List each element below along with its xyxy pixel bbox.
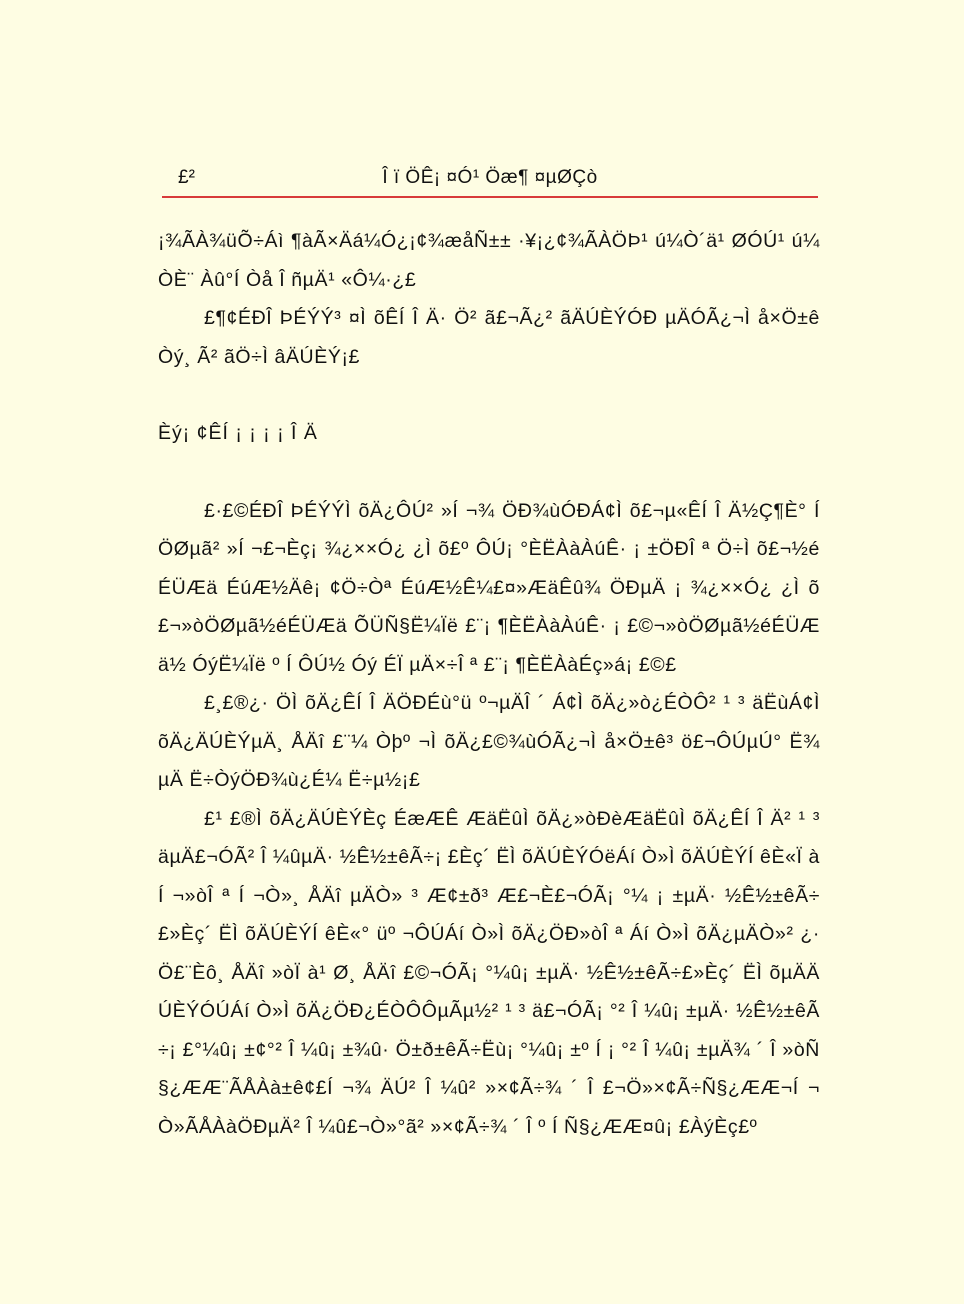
paragraph: £·£©ÉÐÎ ÞÉÝÝÌ õÄ¿ÔÚ² »Í ¬¾ ÖÐ¾ùÓÐÁ¢Ì õ£¬µ«ÊÍ Î Ä½Ç¶È° Í ÖØµã² »Í ¬£¬Èç¡ ¾¿××Ó¿ ¿Ì õ£º ÔÚ¡ °ÈËÀàÀúÊ· ¡ ±ÖÐÎ ª Ö÷Ì õ£¬½éÉÜÆä ÉúÆ½Äê¡ ¢Ö÷Òª ÉúÆ½Ê¼£¤»ÆäÊû¾ ÖÐµÄ ¡ ¾¿××Ó¿ ¿Ì õ£¬»òÖØµã½éÉÜÆä ÕÜÑ§Ë¼Ïë £¨¡ ¶ÈËÀàÀúÊ· ¡ £©¬»òÖØµã½éÉÜÆä½ ÓýË¼Ïë º Í ÔÚ½ Óý ÉÏ µÄ×÷Î ª £¨¡ ¶ÈËÀàÉç»á¡ £©£ (158, 499, 820, 676)
body-text (158, 222, 820, 1146)
paragraph: ¡¾ÃÀ¾üÕ÷Áì ¶àÃ×Äá¼Ó¿¡¢¾æåÑ±± ·¥¡¿¢¾ÃÀÖÞ¹ ú¼Ò´ä¹ ØÓÚ¹ ú¼ÒÈ¨ Àû°Í Òå Î ñµÄ¹ «Ô¼·¿£ (158, 230, 820, 291)
paragraph: £¸£®¿· ÖÌ õÄ¿ÊÍ Î ÄÖÐÉù°ü º¬µÄÎ ´ Á¢Ì õÄ¿»ò¿ÉÒÔ² ¹ ³ äËùÁ¢Ì õÄ¿ÄÚÈÝµÄ¸ ÅÄî £¨¼ Òþº ¬Ì õÄ¿£©¾ùÓÃ¿¬Ì å×Ö±ê³ ö£¬ÔÚµÚ° Ë¾ µÄ Ë÷ÒýÖÐ¾ù¿É¼ Ë÷µ½¡£ (158, 692, 820, 791)
page-header (162, 166, 818, 198)
paragraph: £¹ £®Ì õÄ¿ÄÚÈÝÈç ÉæÆÊ ÆäËûÌ õÄ¿»òÐèÆäËûÌ õÄ¿ÊÍ Î Ä² ¹ ³ äµÄ£¬ÓÃ² Î ¼ûµÄ· ½Ê½±êÃ÷¡ £Èç´ ËÌ õÄÚÈÝÓëÁí Ò»Ì õÄÚÈÝÍ êÈ«Ï àÍ ¬»òÎ ª Í ¬Ò»¸ ÅÄî µÄÒ» ³ Æ¢±ð³ Æ£¬È£¬ÓÃ¡ °¼ ¡ ±µÄ· ½Ê½±êÃ÷£»Èç´ ËÌ õÄÚÈÝÍ êÈ«° üº ¬ÔÚÁí Ò»Ì õÄ¿ÖÐ»òÎ ª Áí Ò»Ì õÄ¿µÄÒ»² ¿· Ö£¨Èô¸ ÅÄî »òÏ à¹ Ø¸ ÅÄî £©¬ÓÃ¡ °¼û¡ ±µÄ· ½Ê½±êÃ÷£»Èç´ ËÌ õµÄÄÚÈÝÓÚÁí Ò»Ì õÄ¿ÖÐ¿ÉÒÔÔµÃµ½² ¹ ³ ä£¬ÓÃ¡ °² Î ¼û¡ ±µÄ· ½Ê½±êÃ÷¡ £°¼û¡ ±¢°² Î ¼û¡ ±¾û· Ö±ð±êÃ÷Ëù¡ °¼û¡ ±º Í ¡ °² Î ¼û¡ ±µÄ¾ ´ Î »òÑ§¿ÆÆ¨ÃÅÀà±ê¢£Í ¬¾ ÄÚ² Î ¼û² »×¢Ã÷¾ ´ Î £¬Ö»×¢Ã÷Ñ§¿ÆÆ¬Í ¬Ò»ÃÅÀàÖÐµÄ² Î ¼û£¬Ò»°ã² »×¢Ã÷¾ ´ Î º Í Ñ§¿ÆÆ¤û¡ £ÀýÈç£º (158, 807, 820, 1138)
section-heading: Èý¡ ¢ÊÍ ¡ ¡ ¡ ¡ Î Ä (158, 422, 318, 444)
header-rule (162, 196, 818, 198)
page-number: £² (178, 167, 195, 188)
running-title: Î ï ÖÊ¡ ¤Ó¹ Öæ¶ ¤µØÇò (382, 167, 598, 188)
paragraph: £¶¢ÉÐÎ ÞÉÝÝ³ ¤Ì õÊÍ Î Ä· Ö² ã£¬Ã¿² ãÄÚÈÝÓÐ µÄÓÃ¿¬Ì å×Ö±êÒý¸ Ã² ãÖ÷Ì âÄÚÈÝ¡£ (158, 307, 820, 368)
